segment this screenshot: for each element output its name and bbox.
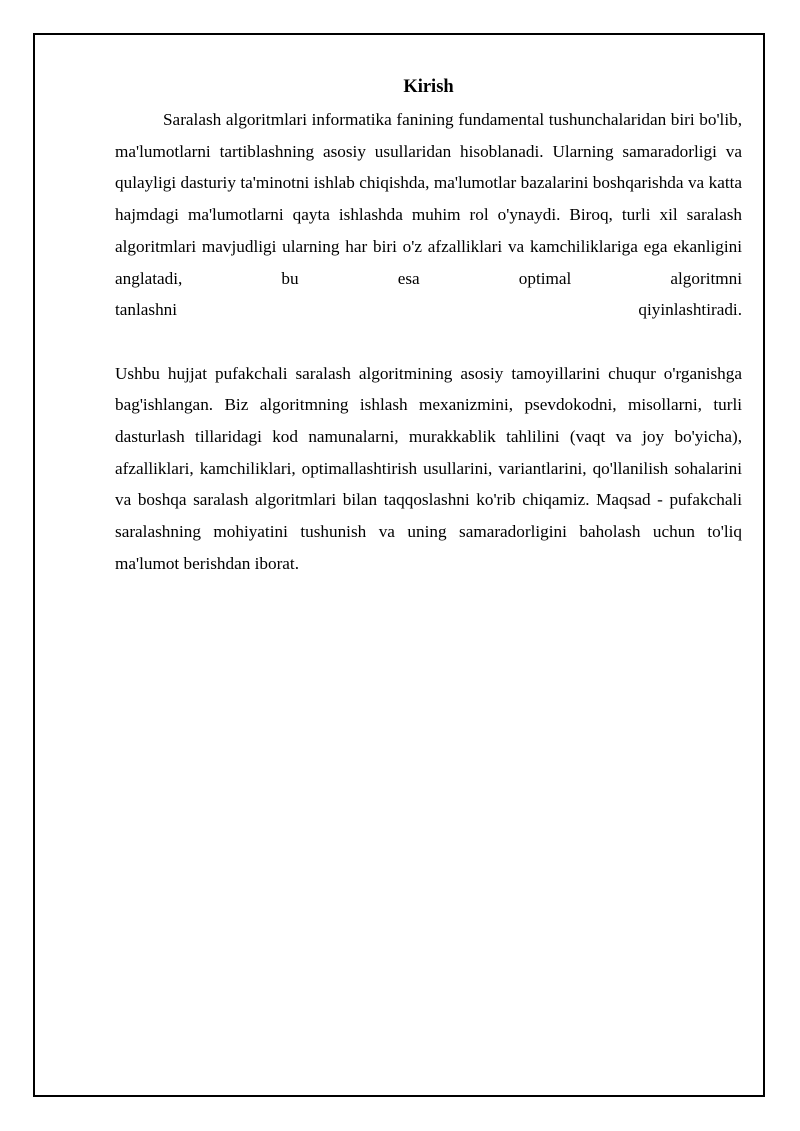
intro-paragraph: Saralash algoritmlari informatika fanining fundamental tushunchalaridan biri bo'lib, ma'lumotlarni tartiblashning asosiy usullaridan hisoblanadi. Ularning samaradorligi va qulayligi dasturiy ta'minotni ishlab chiqishda, ma'lumotlar bazalarini boshqarishda va katta hajmdagi ma'lumotlarni qayta ishlashda muhim rol o'ynaydi. Biroq, turli xil saralash algoritmlari mavjudligi ularning har biri o'z afzalliklari va kamchiliklariga ega ekanligini anglatadi, bu esa optimal algoritmni [115,110,742,288]
intro-paragraph-last-line: tanlashni qiyinlashtiradi. [115,300,742,320]
document-body [115,72,742,580]
section-title: Kirish [403,77,454,97]
purpose-paragraph: Ushbu hujjat pufakchali saralash algoritmining asosiy tamoyillarini chuqur o'rganishga bag'ishlangan. Biz algoritmning ishlash mexanizmini, psevdokodni, misollarni, turli dasturlash tillaridagi kod namunalarni, murakkablik tahlilini (vaqt va joy bo'yicha), afzalliklari, kamchiliklari, optimallashtirish usullarini, variantlarini, qo'llanilish sohalarini va boshqa saralash algoritmlari bilan taqqoslashni ko'rib chiqamiz. Maqsad - pufakchali saralashning mohiyatini tushunish va uning samaradorligini baholash uchun to'liq ma'lumot berishdan iborat. [115,363,742,573]
paragraph-spacer [115,326,742,358]
